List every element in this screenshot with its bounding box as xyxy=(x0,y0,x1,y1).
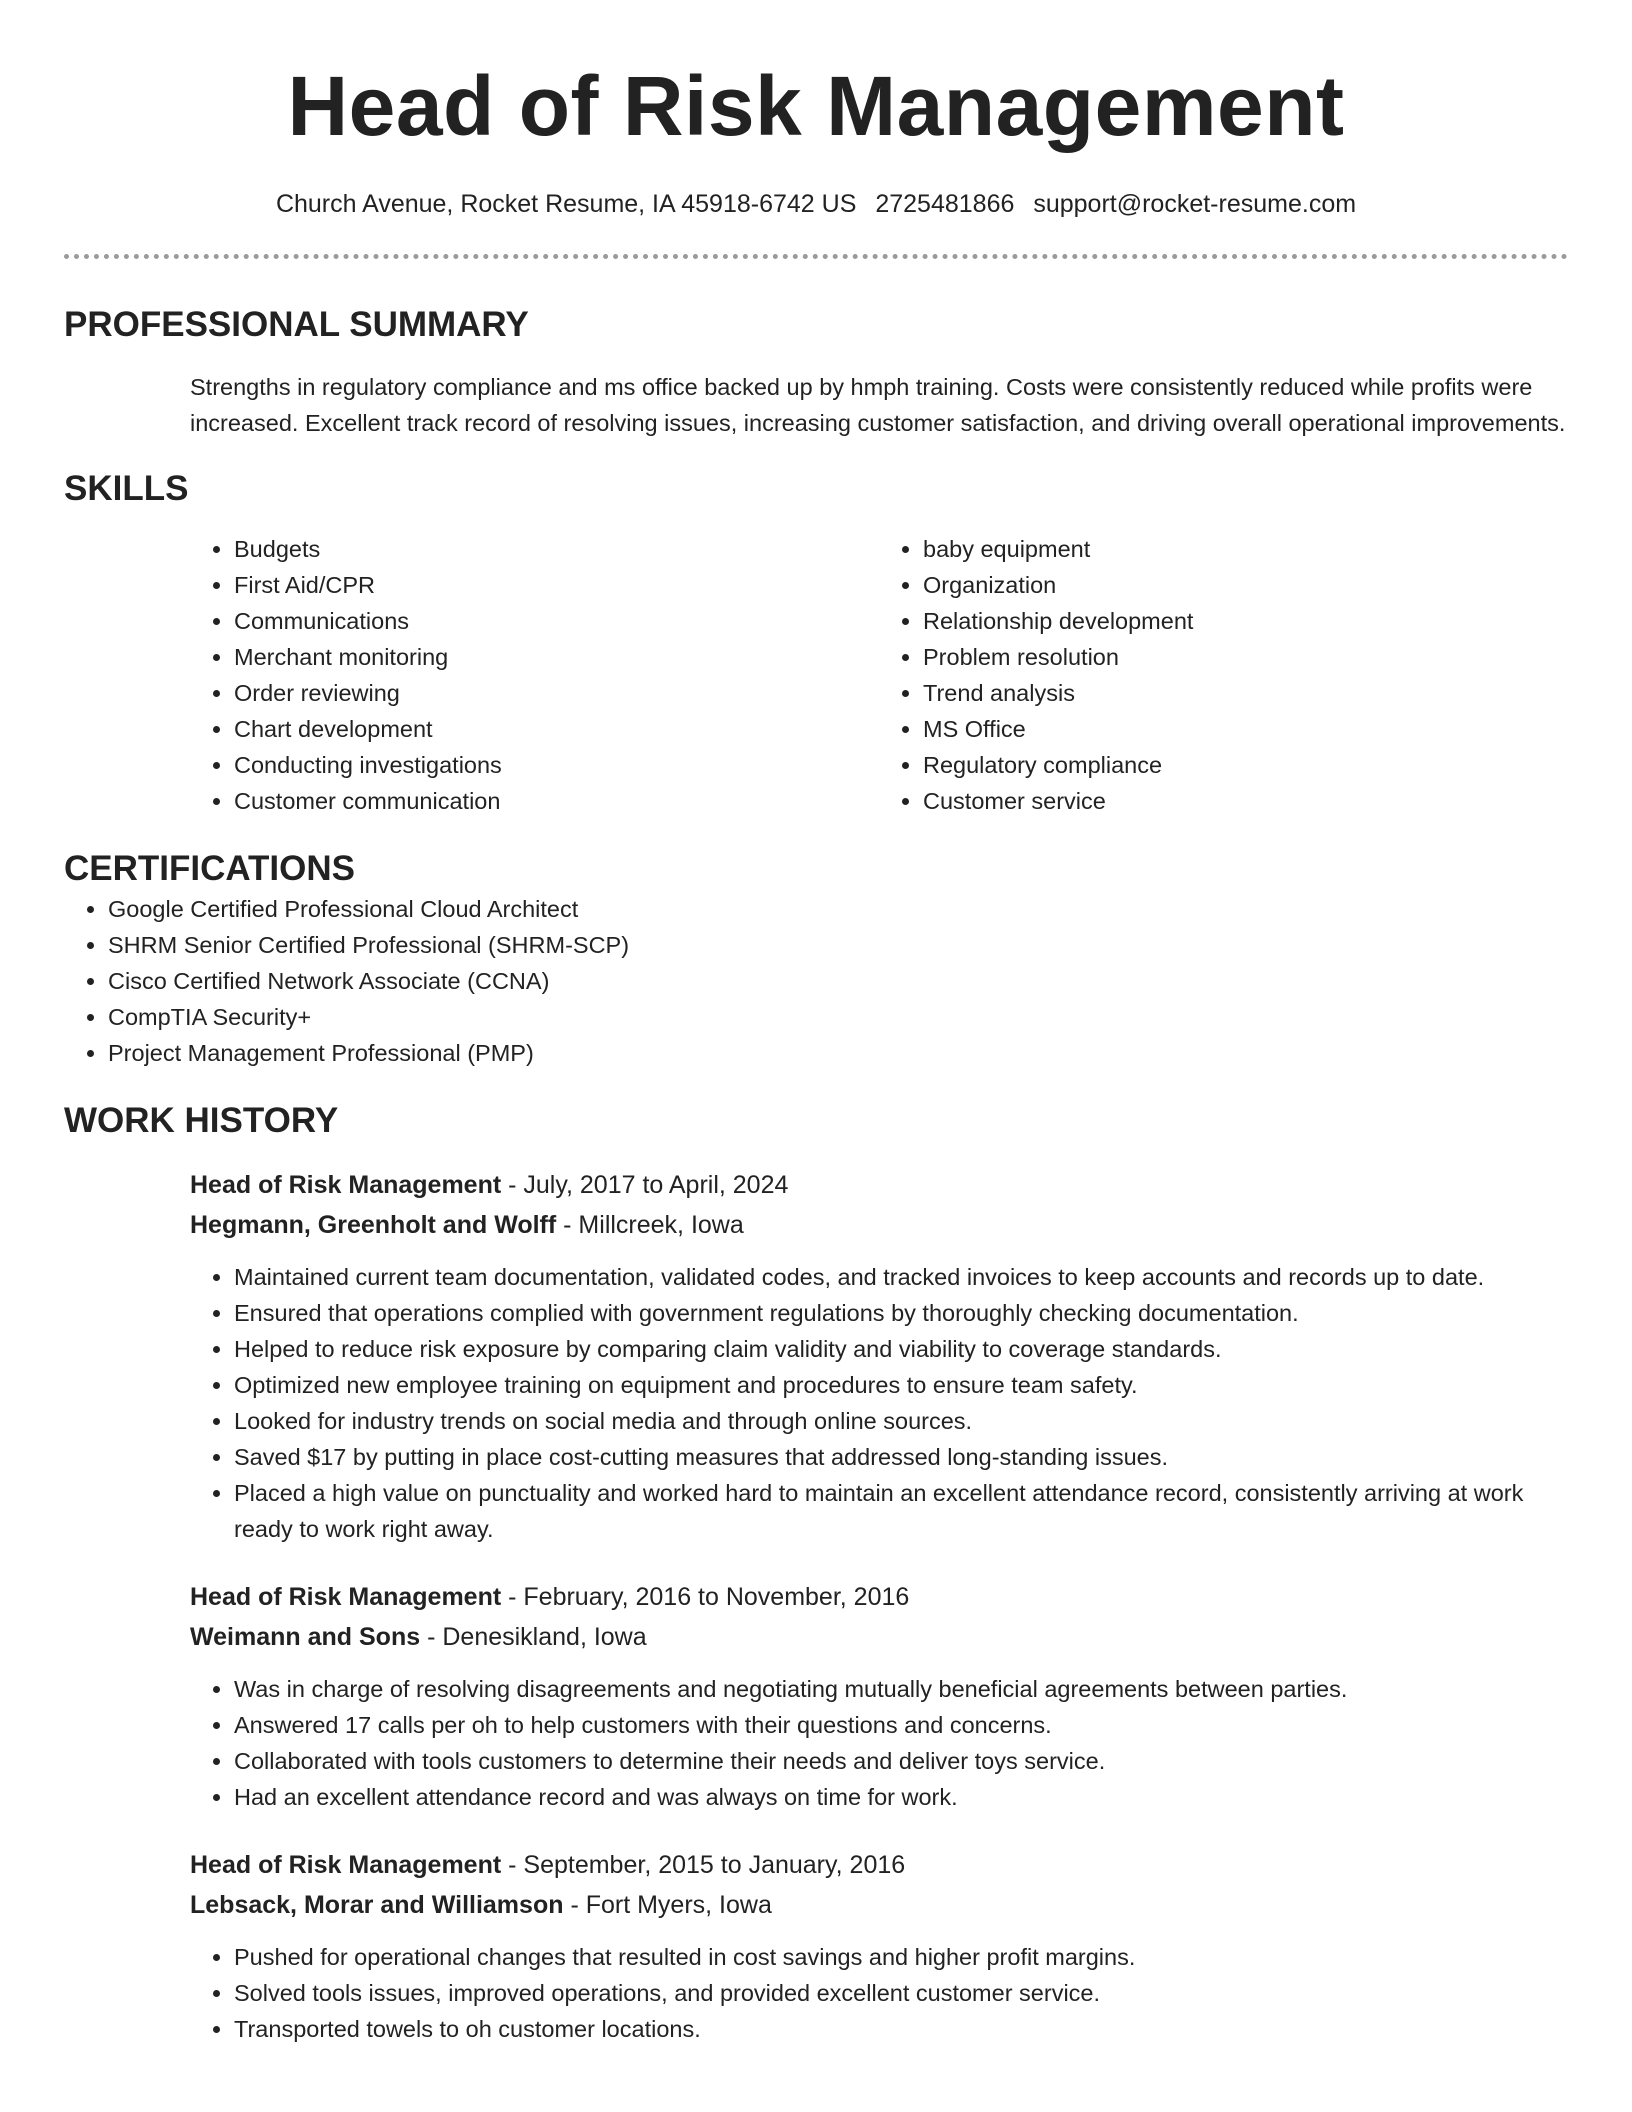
skills-grid xyxy=(190,531,1568,819)
job-company-line xyxy=(190,1885,1568,1925)
job-bullet: • Ensured that operations complied with government regulations by thoroughly checking documentation. xyxy=(234,1295,1568,1331)
certifications-list xyxy=(64,891,1568,1071)
contact-phone: 2725481866 xyxy=(875,190,1015,218)
job-title: Head of Risk Management xyxy=(190,1583,502,1611)
skill-item: • Conducting investigations xyxy=(234,747,879,783)
job-company: Weimann and Sons xyxy=(190,1623,421,1651)
skill-item: • Chart development xyxy=(234,711,879,747)
skill-item: • Merchant monitoring xyxy=(234,639,879,675)
job-location: - Millcreek, Iowa xyxy=(556,1211,744,1239)
job-bullets xyxy=(190,1939,1568,2047)
skill-item: • Customer communication xyxy=(234,783,879,819)
summary-text: Strengths in regulatory compliance and ms office backed up by hmph training. Costs were consistently reduced while profits were increased. Excellent track record of resolving issues, increasing customer satisfaction, and driving overall operational improvements. xyxy=(190,374,1566,436)
job-bullet: • Solved tools issues, improved operations, and provided excellent customer service. xyxy=(234,1975,1568,2011)
job-bullet: • Placed a high value on punctuality and worked hard to maintain an excellent attendance record, consistently arriving at work ready to work right away. xyxy=(234,1475,1568,1547)
job-bullet: • Had an excellent attendance record and was always on time for work. xyxy=(234,1779,1568,1815)
job-title-line xyxy=(190,1845,1568,1885)
job-location: - Denesikland, Iowa xyxy=(420,1623,647,1651)
job-dates: - September, 2015 to January, 2016 xyxy=(501,1851,906,1879)
job-bullet: • Helped to reduce risk exposure by comparing claim validity and viability to coverage standards. xyxy=(234,1331,1568,1367)
skill-item: • Regulatory compliance xyxy=(923,747,1568,783)
contact-address: Church Avenue, Rocket Resume, IA 45918-6742 US xyxy=(275,190,857,218)
skill-item: • Relationship development xyxy=(923,603,1568,639)
job-dates: - February, 2016 to November, 2016 xyxy=(501,1583,910,1611)
job-bullet: • Was in charge of resolving disagreements and negotiating mutually beneficial agreements between parties. xyxy=(234,1671,1568,1707)
section-title-certifications: CERTIFICATIONS xyxy=(64,849,356,888)
skills-column-right xyxy=(879,531,1568,819)
job-title-line xyxy=(190,1165,1568,1205)
job-title-line xyxy=(190,1577,1568,1617)
certification-item: • CompTIA Security+ xyxy=(108,999,1568,1035)
job-location: - Fort Myers, Iowa xyxy=(563,1891,772,1919)
certification-item: • SHRM Senior Certified Professional (SHRM-SCP) xyxy=(108,927,1568,963)
job-entry xyxy=(190,1165,1568,1547)
job-company-line xyxy=(190,1617,1568,1657)
job-bullet: • Looked for industry trends on social media and through online sources. xyxy=(234,1403,1568,1439)
job-entry xyxy=(190,1577,1568,1815)
job-bullets xyxy=(190,1671,1568,1815)
section-title-work-history: WORK HISTORY xyxy=(64,1101,339,1140)
job-bullet: • Optimized new employee training on equipment and procedures to ensure team safety. xyxy=(234,1367,1568,1403)
skill-item: • baby equipment xyxy=(923,531,1568,567)
skill-item: • Budgets xyxy=(234,531,879,567)
job-company-line xyxy=(190,1205,1568,1245)
contact-line xyxy=(64,186,1568,222)
skills-column-left xyxy=(190,531,879,819)
job-dates: - July, 2017 to April, 2024 xyxy=(501,1171,789,1199)
skill-item: • Problem resolution xyxy=(923,639,1568,675)
job-bullet: • Collaborated with tools customers to determine their needs and deliver toys service. xyxy=(234,1743,1568,1779)
header-divider xyxy=(64,254,1568,259)
skill-item: • Trend analysis xyxy=(923,675,1568,711)
skill-item: • First Aid/CPR xyxy=(234,567,879,603)
job-company: Lebsack, Morar and Williamson xyxy=(190,1891,564,1919)
section-title-skills: SKILLS xyxy=(64,469,189,508)
job-bullet: • Transported towels to oh customer locations. xyxy=(234,2011,1568,2047)
job-bullet: • Saved $17 by putting in place cost-cutting measures that addressed long-standing issues. xyxy=(234,1439,1568,1475)
certification-item: • Project Management Professional (PMP) xyxy=(108,1035,1568,1071)
job-entry xyxy=(190,1845,1568,2047)
section-title-summary: PROFESSIONAL SUMMARY xyxy=(64,305,529,344)
job-title: Head of Risk Management xyxy=(190,1851,502,1879)
job-bullets xyxy=(190,1259,1568,1547)
skill-item: • Organization xyxy=(923,567,1568,603)
job-title: Head of Risk Management xyxy=(190,1171,502,1199)
job-bullet: • Answered 17 calls per oh to help customers with their questions and concerns. xyxy=(234,1707,1568,1743)
skill-item: • Customer service xyxy=(923,783,1568,819)
skill-item: • MS Office xyxy=(923,711,1568,747)
job-company: Hegmann, Greenholt and Wolff xyxy=(190,1211,557,1239)
skill-item: • Communications xyxy=(234,603,879,639)
skill-item: • Order reviewing xyxy=(234,675,879,711)
certification-item: • Cisco Certified Network Associate (CCNA) xyxy=(108,963,1568,999)
job-bullet: • Maintained current team documentation, validated codes, and tracked invoices to keep accounts and records up to date. xyxy=(234,1259,1568,1295)
certification-item: • Google Certified Professional Cloud Architect xyxy=(108,891,1568,927)
contact-email: support@rocket-resume.com xyxy=(1033,190,1357,218)
job-bullet: • Pushed for operational changes that resulted in cost savings and higher profit margins. xyxy=(234,1939,1568,1975)
resume-title: Head of Risk Management xyxy=(287,59,1345,153)
